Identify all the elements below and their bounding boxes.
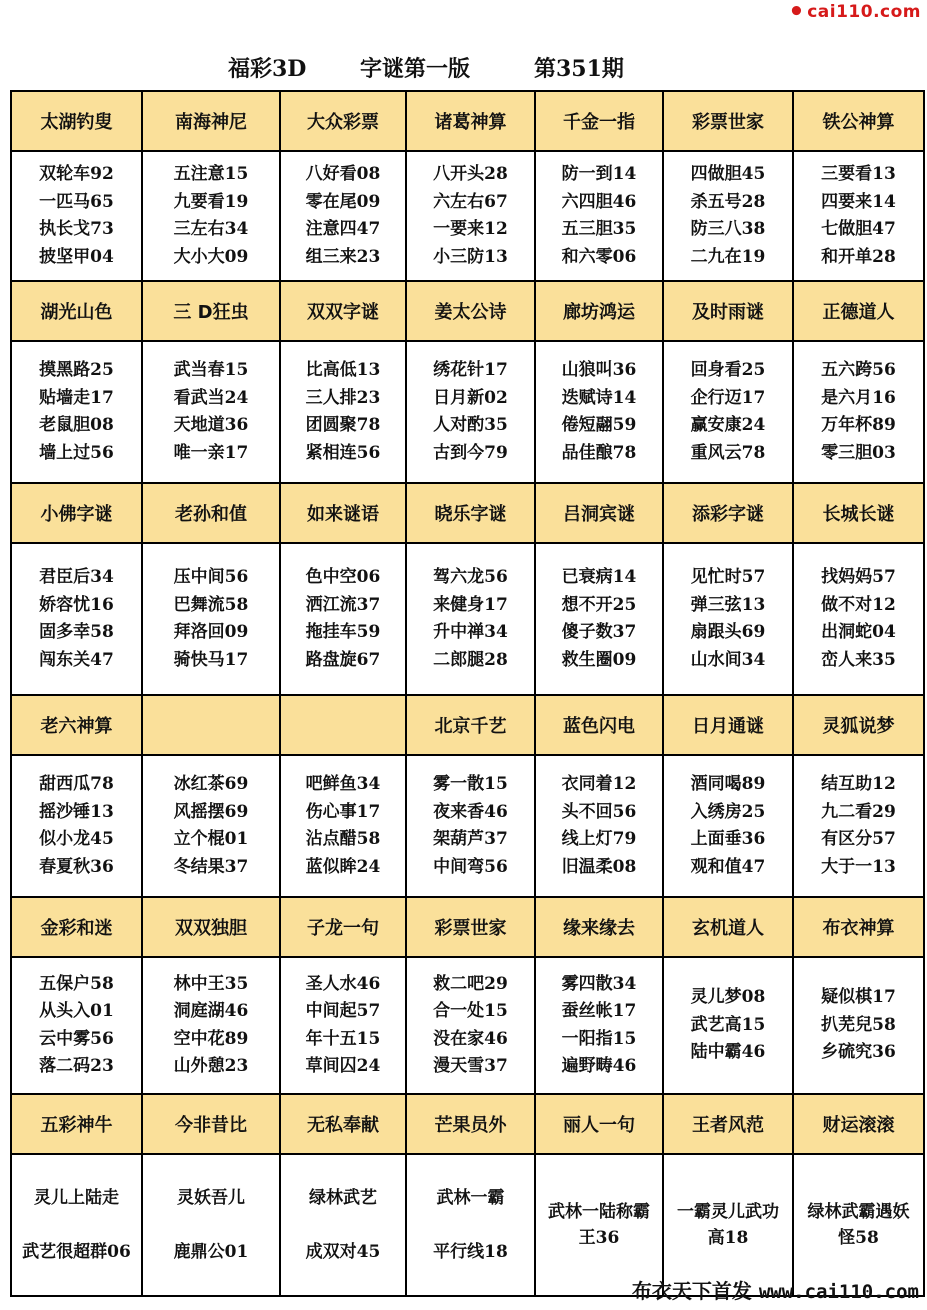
- column-header: 大众彩票: [280, 91, 406, 151]
- clue-line: 执长戈73: [39, 219, 114, 239]
- clue-line: 回身看25: [690, 360, 766, 380]
- clue-line: 山水间34: [690, 649, 766, 670]
- clue-line: 迭赋诗14: [561, 387, 637, 408]
- clue-line: 七做胆47: [821, 219, 896, 239]
- clue-line: 一要来12: [433, 219, 508, 239]
- column-header: 湖光山色: [11, 281, 142, 341]
- clue-line: 从头入01: [39, 1001, 114, 1021]
- clue-line: 衣同着12: [561, 774, 637, 794]
- column-header: 芒果员外: [406, 1094, 535, 1154]
- clue-cell: [11, 1154, 142, 1296]
- clue-line: 团圆聚78: [305, 415, 381, 435]
- clue-cell: [142, 755, 280, 897]
- clue-line: 雾一散15: [433, 774, 508, 794]
- clue-cell: [142, 341, 280, 483]
- clue-line: 上面垂36: [690, 829, 766, 849]
- clue-line: 平行线18: [433, 1242, 508, 1262]
- clue-cell: [142, 957, 280, 1094]
- clue-line: 娇容忧16: [39, 594, 114, 615]
- clue-line: 看武当24: [173, 387, 249, 408]
- clue-line: 旧温柔08: [561, 856, 637, 877]
- clue-line: 蚕丝帐17: [561, 1001, 637, 1021]
- column-header: 廊坊鸿运: [535, 281, 663, 341]
- clue-row: [11, 957, 924, 1094]
- clue-line: 五保户58: [39, 973, 114, 994]
- column-header: 蓝色闪电: [535, 695, 663, 755]
- clue-line: 洞庭湖46: [173, 1001, 249, 1021]
- clue-line: 五注意15: [173, 164, 249, 184]
- column-header: 添彩字谜: [663, 483, 793, 543]
- column-header: 三 D狂虫: [142, 281, 280, 341]
- clue-line: 草间囚24: [305, 1056, 381, 1076]
- clue-line: 疑似棋17: [821, 987, 896, 1008]
- clue-line: 救生圈09: [561, 649, 637, 670]
- clue-line: 色中空06: [305, 567, 381, 587]
- clue-line: 小三防13: [433, 246, 508, 267]
- clue-line: 是六月16: [821, 387, 896, 408]
- clue-line: 升中禅34: [433, 622, 508, 642]
- clue-line: 做不对12: [821, 594, 896, 615]
- clue-line: 天地道36: [173, 415, 249, 435]
- clue-line: 一匹马65: [39, 191, 114, 212]
- clue-line: 六四胆46: [561, 191, 637, 212]
- clue-line: 日月新02: [433, 387, 508, 408]
- clue-cell: [535, 151, 663, 281]
- clue-line: 甜西瓜78: [39, 774, 114, 794]
- clue-row: [11, 543, 924, 695]
- clue-line: 夜来香46: [433, 801, 508, 822]
- column-header: [280, 695, 406, 755]
- clue-line: 墙上过56: [39, 442, 114, 463]
- clue-line: 没在家46: [433, 1028, 508, 1049]
- clue-line: 大小大09: [173, 246, 249, 267]
- clue-line: 杀五号28: [690, 191, 766, 212]
- clue-row: [11, 151, 924, 281]
- clue-cell: [406, 957, 535, 1094]
- logo-dot-icon: •: [788, 0, 806, 27]
- clue-line: 五三胆35: [561, 219, 637, 239]
- clue-line: 摇沙锤13: [39, 801, 114, 822]
- slogan-text: 布衣天下首发: [631, 1279, 752, 1303]
- clue-row: [11, 341, 924, 483]
- clue-cell: [11, 957, 142, 1094]
- clue-line: 唯一亲17: [173, 442, 249, 463]
- clue-cell: [663, 755, 793, 897]
- spacer: [407, 1211, 534, 1239]
- clue-line: 紧相连56: [305, 442, 381, 463]
- clue-line: 绣花针17: [433, 360, 508, 380]
- clue-line: 拖挂车59: [305, 622, 381, 642]
- clue-line: 伤心事17: [305, 801, 381, 822]
- column-header: 灵狐说梦: [793, 695, 924, 755]
- clue-cell: [280, 341, 406, 483]
- spacer: [143, 1211, 279, 1239]
- clue-line: 落二码23: [39, 1056, 114, 1076]
- clue-line: 注意四47: [305, 219, 381, 239]
- clue-line: 灵儿梦08: [690, 987, 766, 1008]
- clue-cell: [11, 755, 142, 897]
- clue-line: 见忙时57: [690, 567, 766, 587]
- clue-line: 倦短翮59: [561, 415, 637, 435]
- clue-line: 似小龙45: [39, 829, 114, 849]
- clue-line: 中间弯56: [433, 856, 508, 877]
- clue-line: 来健身17: [433, 594, 508, 615]
- title-issue: 第351期: [534, 56, 624, 82]
- clue-line: 和开单28: [821, 246, 896, 267]
- clue-line: 二九在19: [690, 246, 766, 267]
- spacer: [12, 1211, 141, 1239]
- clue-line: 和六零06: [561, 246, 637, 267]
- clue-line: 年十五15: [305, 1028, 381, 1049]
- clue-cell: [280, 755, 406, 897]
- site-logo-top: [788, 0, 921, 27]
- clue-line: 武当春15: [173, 360, 249, 380]
- column-header: 王者风范: [663, 1094, 793, 1154]
- column-header: 姜太公诗: [406, 281, 535, 341]
- column-header: 双双独胆: [142, 897, 280, 957]
- clue-cell: [535, 341, 663, 483]
- clue-line: 中间起57: [305, 1001, 381, 1021]
- clue-line: 扇跟头69: [690, 622, 766, 642]
- column-header: 长城长谜: [793, 483, 924, 543]
- column-header: 老六神算: [11, 695, 142, 755]
- clue-cell: [280, 151, 406, 281]
- column-header: 无私奉献: [280, 1094, 406, 1154]
- clue-line: 三要看13: [821, 164, 896, 184]
- clue-cell: [535, 957, 663, 1094]
- clue-cell: [793, 543, 924, 695]
- column-header: 丽人一句: [535, 1094, 663, 1154]
- column-header: 太湖钓叟: [11, 91, 142, 151]
- header-row: [11, 897, 924, 957]
- header-row: [11, 695, 924, 755]
- clue-line: 云中雾56: [39, 1028, 114, 1049]
- clue-line: 三人排23: [305, 387, 381, 408]
- clue-line: 弹三弦13: [690, 594, 766, 615]
- column-header: 今非昔比: [142, 1094, 280, 1154]
- clue-line: 一霸灵儿武功高18: [677, 1202, 779, 1248]
- clue-line: 驾六龙56: [433, 567, 508, 587]
- clue-cell: [663, 957, 793, 1094]
- clue-line: 披坚甲04: [39, 246, 114, 267]
- column-header: 千金一指: [535, 91, 663, 151]
- column-header: 五彩神牛: [11, 1094, 142, 1154]
- clue-line: 冬结果37: [173, 856, 249, 877]
- column-header: 日月通谜: [663, 695, 793, 755]
- clue-cell: [793, 755, 924, 897]
- clue-cell: [406, 1154, 535, 1296]
- clue-cell: [793, 151, 924, 281]
- clue-line: 扒芜兒58: [821, 1014, 896, 1035]
- column-header: 铁公神算: [793, 91, 924, 151]
- riddle-grid: [10, 90, 925, 1297]
- clue-line: 骑快马17: [173, 649, 249, 670]
- site-url: www.cai110.com: [758, 1281, 919, 1303]
- clue-line: 绿林武霸遇妖怪58: [807, 1202, 910, 1248]
- clue-line: 八开头28: [433, 164, 508, 184]
- clue-cell: [280, 543, 406, 695]
- clue-line: 立个棍01: [173, 829, 249, 849]
- clue-line: 闯东关47: [39, 649, 114, 670]
- clue-cell: [663, 543, 793, 695]
- clue-line: 观和值47: [690, 856, 766, 877]
- clue-line: 架葫芦37: [433, 829, 508, 849]
- clue-line: 洒江流37: [305, 594, 381, 615]
- clue-line: 结互助12: [821, 774, 896, 794]
- column-header: [142, 695, 280, 755]
- clue-line: 武艺高15: [690, 1014, 766, 1035]
- clue-line: 君臣后34: [39, 567, 114, 587]
- column-header: 玄机道人: [663, 897, 793, 957]
- clue-cell: [535, 543, 663, 695]
- clue-line: 雾四散34: [561, 973, 637, 994]
- clue-line: 沾点醋58: [305, 829, 381, 849]
- header-row: [11, 281, 924, 341]
- clue-cell: [142, 543, 280, 695]
- clue-line: 组三来23: [305, 246, 381, 267]
- clue-line: 零三胆03: [821, 442, 896, 463]
- clue-line: 灵妖吾儿: [177, 1188, 245, 1208]
- clue-cell: [793, 341, 924, 483]
- site-logo-text: cai110.com: [807, 2, 921, 22]
- clue-line: 企行迈17: [690, 387, 766, 408]
- clue-line: 四要来14: [821, 191, 896, 212]
- header-row: [11, 483, 924, 543]
- clue-line: 双轮车92: [39, 164, 114, 184]
- clue-cell: [11, 151, 142, 281]
- clue-line: 大于一13: [821, 856, 896, 877]
- header-row: [11, 91, 924, 151]
- clue-line: 赢安康24: [690, 415, 766, 435]
- clue-line: 防三八38: [690, 219, 766, 239]
- column-header: 小佛字谜: [11, 483, 142, 543]
- clue-cell: [406, 543, 535, 695]
- column-header: 财运滚滚: [793, 1094, 924, 1154]
- clue-line: 傻子数37: [561, 622, 637, 642]
- clue-line: 救二吧29: [433, 973, 508, 994]
- clue-line: 贴墙走17: [39, 387, 114, 408]
- column-header: 彩票世家: [663, 91, 793, 151]
- clue-line: 压中间56: [173, 567, 249, 587]
- clue-cell: [663, 341, 793, 483]
- clue-line: 漫天雪37: [433, 1056, 508, 1076]
- header-row: [11, 1094, 924, 1154]
- clue-line: 武林一霸: [436, 1188, 505, 1208]
- clue-line: 重风云78: [690, 442, 766, 463]
- clue-row: [11, 755, 924, 897]
- clue-line: 山外憩23: [173, 1056, 249, 1076]
- clue-line: 已衰病14: [561, 567, 637, 587]
- clue-line: 峦人来35: [821, 649, 896, 670]
- clue-line: 冰红茶69: [173, 774, 249, 794]
- clue-cell: [535, 755, 663, 897]
- clue-line: 品佳酿78: [561, 442, 637, 463]
- clue-line: 鹿鼎公01: [173, 1242, 249, 1262]
- clue-line: 线上灯79: [561, 829, 637, 849]
- clue-line: 拜洛回09: [173, 622, 249, 642]
- clue-line: 防一到14: [561, 164, 637, 184]
- clue-line: 路盘旋67: [305, 649, 381, 670]
- column-header: 晓乐字谜: [406, 483, 535, 543]
- clue-cell: [280, 957, 406, 1094]
- column-header: 南海神尼: [142, 91, 280, 151]
- clue-line: 绿林武艺: [309, 1188, 377, 1208]
- clue-cell: [142, 151, 280, 281]
- column-header: 正德道人: [793, 281, 924, 341]
- clue-line: 老鼠胆08: [39, 415, 114, 435]
- column-header: 如来谜语: [280, 483, 406, 543]
- clue-line: 巴舞流58: [173, 594, 249, 615]
- column-header: 金彩和迷: [11, 897, 142, 957]
- clue-cell: [11, 341, 142, 483]
- clue-line: 比高低13: [305, 360, 381, 380]
- clue-line: 合一处15: [433, 1001, 508, 1021]
- clue-line: 乡硫究36: [821, 1042, 896, 1063]
- clue-line: 圣人水46: [305, 973, 381, 994]
- column-header: 彩票世家: [406, 897, 535, 957]
- column-header: 缘来缘去: [535, 897, 663, 957]
- clue-line: 二郎腿28: [433, 649, 508, 670]
- clue-line: 武艺很超群06: [22, 1242, 131, 1262]
- clue-line: 酒同喝89: [690, 774, 766, 794]
- clue-line: 遍野畴46: [561, 1056, 637, 1076]
- clue-line: 摸黑路25: [39, 360, 114, 380]
- clue-line: 有区分57: [821, 829, 896, 849]
- clue-cell: [406, 755, 535, 897]
- clue-line: 古到今79: [433, 442, 508, 463]
- clue-line: 空中花89: [173, 1028, 249, 1049]
- title-lottery: 福彩3D: [228, 56, 307, 82]
- clue-line: 出洞蛇04: [821, 622, 896, 642]
- clue-line: 零在尾09: [305, 191, 381, 212]
- spacer: [281, 1211, 405, 1239]
- clue-line: 五六跨56: [821, 360, 896, 380]
- clue-line: 三左右34: [173, 219, 249, 239]
- clue-line: 林中王35: [173, 973, 249, 994]
- column-header: 吕洞宾谜: [535, 483, 663, 543]
- clue-line: 蓝似眸24: [305, 856, 381, 877]
- clue-cell: [793, 957, 924, 1094]
- clue-line: 人对酌35: [433, 415, 508, 435]
- clue-line: 九要看19: [173, 191, 249, 212]
- column-header: 北京千艺: [406, 695, 535, 755]
- clue-cell: [280, 1154, 406, 1296]
- clue-line: 八好看08: [305, 164, 381, 184]
- clue-line: 灵儿上陆走: [34, 1188, 119, 1208]
- column-header: 双双字谜: [280, 281, 406, 341]
- clue-line: 风摇摆69: [173, 801, 249, 822]
- clue-line: 入绣房25: [690, 801, 766, 822]
- clue-line: 春夏秋36: [39, 856, 114, 877]
- clue-line: 想不开25: [561, 594, 637, 615]
- column-header: 及时雨谜: [663, 281, 793, 341]
- clue-line: 九二看29: [821, 801, 896, 822]
- clue-line: 万年杯89: [821, 415, 896, 435]
- clue-line: 六左右67: [433, 191, 508, 212]
- clue-line: 武林一陆称霸王36: [548, 1202, 650, 1248]
- column-header: 老孙和值: [142, 483, 280, 543]
- clue-line: 头不回56: [561, 801, 637, 822]
- column-header: 布衣神算: [793, 897, 924, 957]
- site-logo-bottom: [632, 1275, 919, 1304]
- clue-line: 吧鲜鱼34: [305, 774, 381, 794]
- column-header: 诸葛神算: [406, 91, 535, 151]
- clue-cell: [142, 1154, 280, 1296]
- clue-cell: [663, 151, 793, 281]
- clue-line: 固多幸58: [39, 622, 114, 642]
- clue-line: 陆中霸46: [690, 1042, 766, 1063]
- clue-line: 四做胆45: [690, 164, 766, 184]
- clue-line: 一阳指15: [561, 1028, 637, 1049]
- clue-line: 成双对45: [305, 1242, 381, 1262]
- clue-cell: [406, 341, 535, 483]
- clue-line: 找妈妈57: [821, 567, 896, 587]
- clue-cell: [11, 543, 142, 695]
- clue-cell: [406, 151, 535, 281]
- title-edition: 字谜第一版: [360, 56, 471, 82]
- clue-line: 山狼叫36: [561, 360, 637, 380]
- column-header: 子龙一句: [280, 897, 406, 957]
